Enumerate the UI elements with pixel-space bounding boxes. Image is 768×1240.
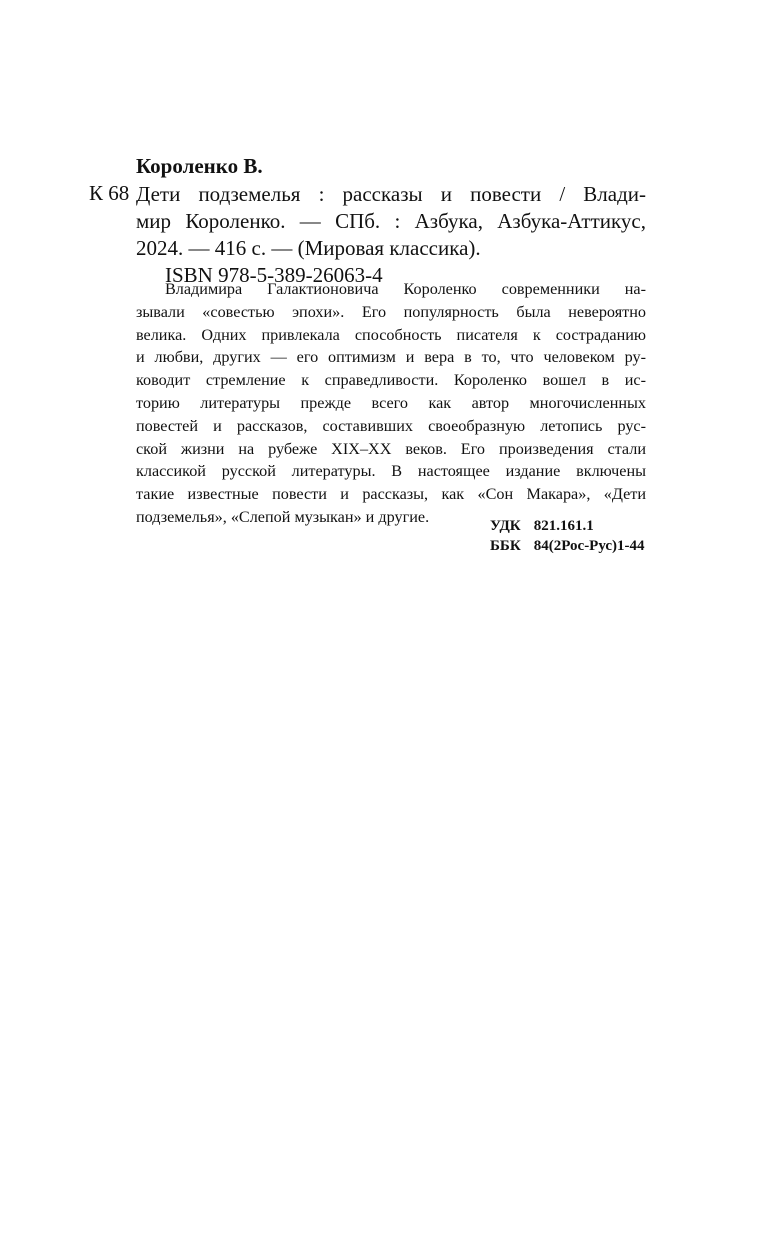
annotation-line: и любви, других — его оптимизм и вера в то, что человеком ру- bbox=[136, 348, 646, 367]
udk-label: УДК bbox=[490, 518, 521, 534]
author-sign: К 68 bbox=[89, 181, 130, 205]
annotation-line: Владимира Галактионовича Короленко современники на- bbox=[165, 280, 646, 298]
bbk-label: ББК bbox=[490, 538, 521, 554]
bbk-index bbox=[490, 536, 645, 556]
description-line: мир Короленко. — СПб. : Азбука, Азбука-Аттикус, bbox=[136, 209, 646, 233]
annotation-line: торию литературы прежде всего как автор многочисленных bbox=[136, 393, 646, 412]
annotation-line: ской жизни на рубеже XIX–XX веков. Его произведения стали bbox=[136, 439, 646, 458]
annotation-line: подземелья», «Слепой музыкан» и другие. bbox=[136, 507, 430, 526]
annotation-line: такие известные повести и рассказы, как «Сон Макара», «Дети bbox=[136, 485, 646, 504]
annotation-line: велика. Одних привлекала способность писателя к состраданию bbox=[136, 325, 646, 344]
classification-indexes bbox=[490, 516, 645, 556]
udk-value: 821.161.1 bbox=[533, 518, 594, 534]
author-heading: Короленко В. bbox=[136, 154, 263, 178]
udk-index bbox=[490, 516, 645, 536]
bbk-value: 84(2Рос-Рус)1-44 bbox=[533, 538, 645, 554]
description-line: 2024. — 416 с. — (Мировая классика). bbox=[136, 236, 481, 260]
annotation-line: повестей и рассказов, составивших своеобразную летопись рус- bbox=[136, 416, 646, 435]
annotation bbox=[136, 278, 646, 529]
annotation-line: ководит стремление к справедливости. Короленко вошел в ис- bbox=[136, 371, 646, 390]
description-line: Дети подземелья : рассказы и повести / Влади- bbox=[136, 182, 646, 206]
annotation-line: зывали «совестью эпохи». Его популярность была невероятно bbox=[136, 302, 646, 321]
isbn: ISBN 978-5-389-26063-4 bbox=[165, 263, 383, 287]
bibliographic-description bbox=[136, 181, 646, 289]
annotation-line: классикой русской литературы. В настоящее издание включены bbox=[136, 462, 646, 481]
